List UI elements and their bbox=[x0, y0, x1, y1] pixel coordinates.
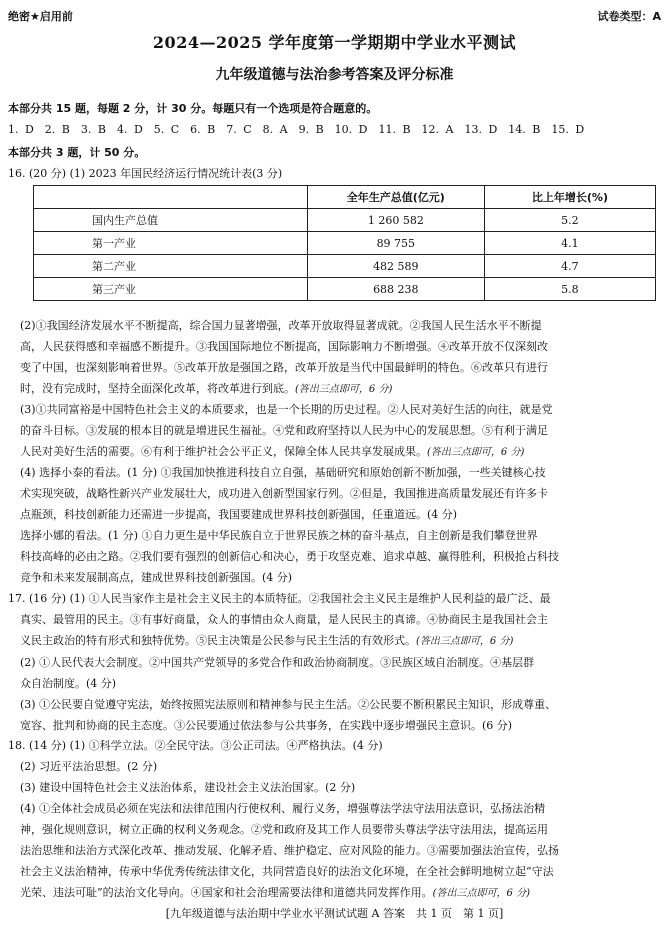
text-line: 光荣、违法可耻”的法治文化导向。④国家和社会治理需要法律和道德共同发挥作用。(答出三点即可，6 分) bbox=[20, 886, 530, 899]
text-line: 选择小娜的看法。(1 分) ①自力更生是中华民族自立于世界民族之林的奋斗基点，自主创新是我们攀登世界 bbox=[20, 529, 538, 542]
paper-type: 试卷类型：A bbox=[597, 10, 661, 23]
score-note: (答出三点即可，6 分) bbox=[295, 384, 393, 395]
table-cell: 482 589 bbox=[307, 255, 484, 278]
text-line: 时，没有完成时，坚持全面深化改革，将改革进行到底。(答出三点即可，6 分) bbox=[20, 382, 393, 395]
q17-block bbox=[8, 588, 656, 736]
score-note: (答出三点即可，6 分) bbox=[427, 447, 525, 458]
table-header-cell: 比上年增长(%) bbox=[484, 186, 655, 209]
text-line: 义民主政治的特有形式和独特优势。⑤民主决策是公民参与民主生活的有效形式。(答出三点即可，6 分) bbox=[20, 634, 514, 647]
text-line: 18. (14 分) (1) ①科学立法。②全民守法。③公正司法。④严格执法。(4 分) bbox=[8, 739, 383, 752]
multiple-choice-answers: 1. D 2. B 3. B 4. D 5. C 6. B 7. C 8. A 9. B 10. D 11. B 12. A 13. D 14. B 15. D bbox=[8, 123, 585, 136]
table-cell: 5.2 bbox=[484, 209, 655, 232]
text-line: (3)①共同富裕是中国特色社会主义的本质要求，也是一个长期的历史过程。②人民对美好生活的向往，就是党 bbox=[20, 403, 553, 416]
text-line: (4) 选择小泰的看法。(1 分) ①我国加快推进科技自立自强，基础研究和原始创新不断加强，一些关键核心技 bbox=[20, 466, 546, 479]
text-line: 17. (16 分) (1) ①人民当家作主是社会主义民主的本质特征。②我国社会主义民主是维护人民利益的最广泛、最 bbox=[8, 592, 551, 605]
text-line: 法治思维和法治方式深化改革、推动发展、化解矛盾、维护稳定、应对风险的能力。③需要加强法治宣传，弘扬 bbox=[20, 844, 559, 857]
q16-part2 bbox=[20, 315, 660, 400]
part1-intro: 本部分共 15 题，每题 2 分，计 30 分。每题只有一个选项是符合题意的。 bbox=[8, 102, 378, 115]
table-header-cell bbox=[34, 186, 308, 209]
text-line: (2) ①人民代表大会制度。②中国共产党领导的多党合作和政治协商制度。③民族区域自治制度。④基层群 bbox=[20, 656, 535, 669]
table-header-row bbox=[34, 186, 656, 209]
text-line: 术实现突破，战略性新兴产业发展壮大，成功进入创新型国家行列。②但是，我国推进高质量发展还有许多卡 bbox=[20, 487, 548, 500]
table-cell: 89 755 bbox=[307, 232, 484, 255]
page-footer: [九年级道德与法治期中学业水平测试试题 A 答案 共 1 页 第 1 页] bbox=[165, 907, 504, 920]
text-line: 科技高峰的必由之路。②我们要有强烈的创新信心和决心，勇于攻坚克难、追求卓越、赢得胜利，积极抢占科技 bbox=[20, 550, 559, 563]
page-title: 2024—2025 学年度第一学期期中学业水平测试 bbox=[152, 33, 517, 52]
q16-part3 bbox=[20, 399, 660, 463]
page-subtitle: 九年级道德与法治参考答案及评分标准 bbox=[215, 67, 454, 83]
economy-stats-table bbox=[33, 185, 656, 301]
text-line: (2) 习近平法治思想。(2 分) bbox=[20, 760, 158, 773]
score-note: (答出三点即可，6 分) bbox=[416, 636, 514, 647]
text-line: (2)①我国经济发展水平不断提高，综合国力显著增强，改革开放取得显著成就。②我国人民生活水平不断提 bbox=[20, 319, 542, 332]
text-line: (3) 建设中国特色社会主义法治体系，建设社会主义法治国家。(2 分) bbox=[20, 781, 356, 794]
table-cell: 4.7 bbox=[484, 255, 655, 278]
text-line: 点瓶颈，科技创新能力还需进一步提高，我国要建成世界科技创新强国，任重道远。(4 分) bbox=[20, 508, 458, 521]
table-cell: 4.1 bbox=[484, 232, 655, 255]
text-line: (3) ①公民要自觉遵守宪法，始终按照宪法原则和精神参与民主生活。②公民要不断积累民主知识，形成尊重、 bbox=[20, 698, 557, 711]
text-line: 真实、最管用的民主。③有事好商量，众人的事情由众人商量，是人民民主的真谛。④协商民主是我国社会主 bbox=[20, 613, 548, 626]
table-header-cell: 全年生产总值(亿元) bbox=[307, 186, 484, 209]
text-line: 神，强化规则意识，树立正确的权利义务观念。②党和政府及其工作人员要带头尊法学法守法用法，提高运用 bbox=[20, 823, 548, 836]
table-cell: 5.8 bbox=[484, 278, 655, 301]
confidential-mark: 绝密★启用前 bbox=[8, 10, 73, 23]
top-bar bbox=[8, 8, 661, 24]
text-line: (4) ①全体社会成员必须在宪法和法律范围内行使权利、履行义务，增强尊法学法守法用法意识，弘扬法治精 bbox=[20, 802, 546, 815]
text-line: 人民对美好生活的需要。⑥有利于维护社会公平正义，保障全体人民共享发展成果。(答出三点即可，6 分) bbox=[20, 445, 525, 458]
text-line: 变了中国，也深刻影响着世界。⑤改革开放是强国之路，改革开放是当代中国最鲜明的特色。⑥改革只有进行 bbox=[20, 361, 548, 374]
table-row bbox=[34, 255, 656, 278]
table-row bbox=[34, 209, 656, 232]
table-cell: 第一产业 bbox=[34, 232, 308, 255]
table-row bbox=[34, 278, 656, 301]
table-cell: 第二产业 bbox=[34, 255, 308, 278]
text-line: 的奋斗目标。③发展的根本目的就是增进民生福祉。④党和政府坚持以人民为中心的发展思想。⑤有利于满足 bbox=[20, 424, 548, 437]
table-cell: 第三产业 bbox=[34, 278, 308, 301]
part2-intro: 本部分共 3 题，计 50 分。 bbox=[8, 146, 146, 159]
text-line: 众自治制度。(4 分) bbox=[20, 677, 117, 690]
table-cell: 688 238 bbox=[307, 278, 484, 301]
score-note: (答出三点即可，6 分) bbox=[432, 888, 530, 899]
table-cell: 1 260 582 bbox=[307, 209, 484, 232]
table-row bbox=[34, 232, 656, 255]
text-line: 高，人民获得感和幸福感不断提升。③我国国际地位不断提高，国际影响力不断增强。④改革开放不仅深刻改 bbox=[20, 340, 548, 353]
q16-part4 bbox=[20, 462, 660, 588]
q18-block bbox=[8, 735, 656, 904]
table-cell: 国内生产总值 bbox=[34, 209, 308, 232]
text-line: 社会主义法治精神，传承中华优秀传统法律文化，共同营造良好的法治文化环境，在全社会鲜明地树立起“守法 bbox=[20, 865, 554, 878]
text-line: 宽容、批判和协商的民主态度。③公民要通过依法参与公共事务，在实践中逐步增强民主意识。(6 分) bbox=[20, 719, 513, 732]
text-line: 竞争和未来发展制高点，建成世界科技创新强国。(4 分) bbox=[20, 571, 293, 584]
q16-heading: 16. (20 分) (1) 2023 年国民经济运行情况统计表(3 分) bbox=[8, 167, 283, 180]
